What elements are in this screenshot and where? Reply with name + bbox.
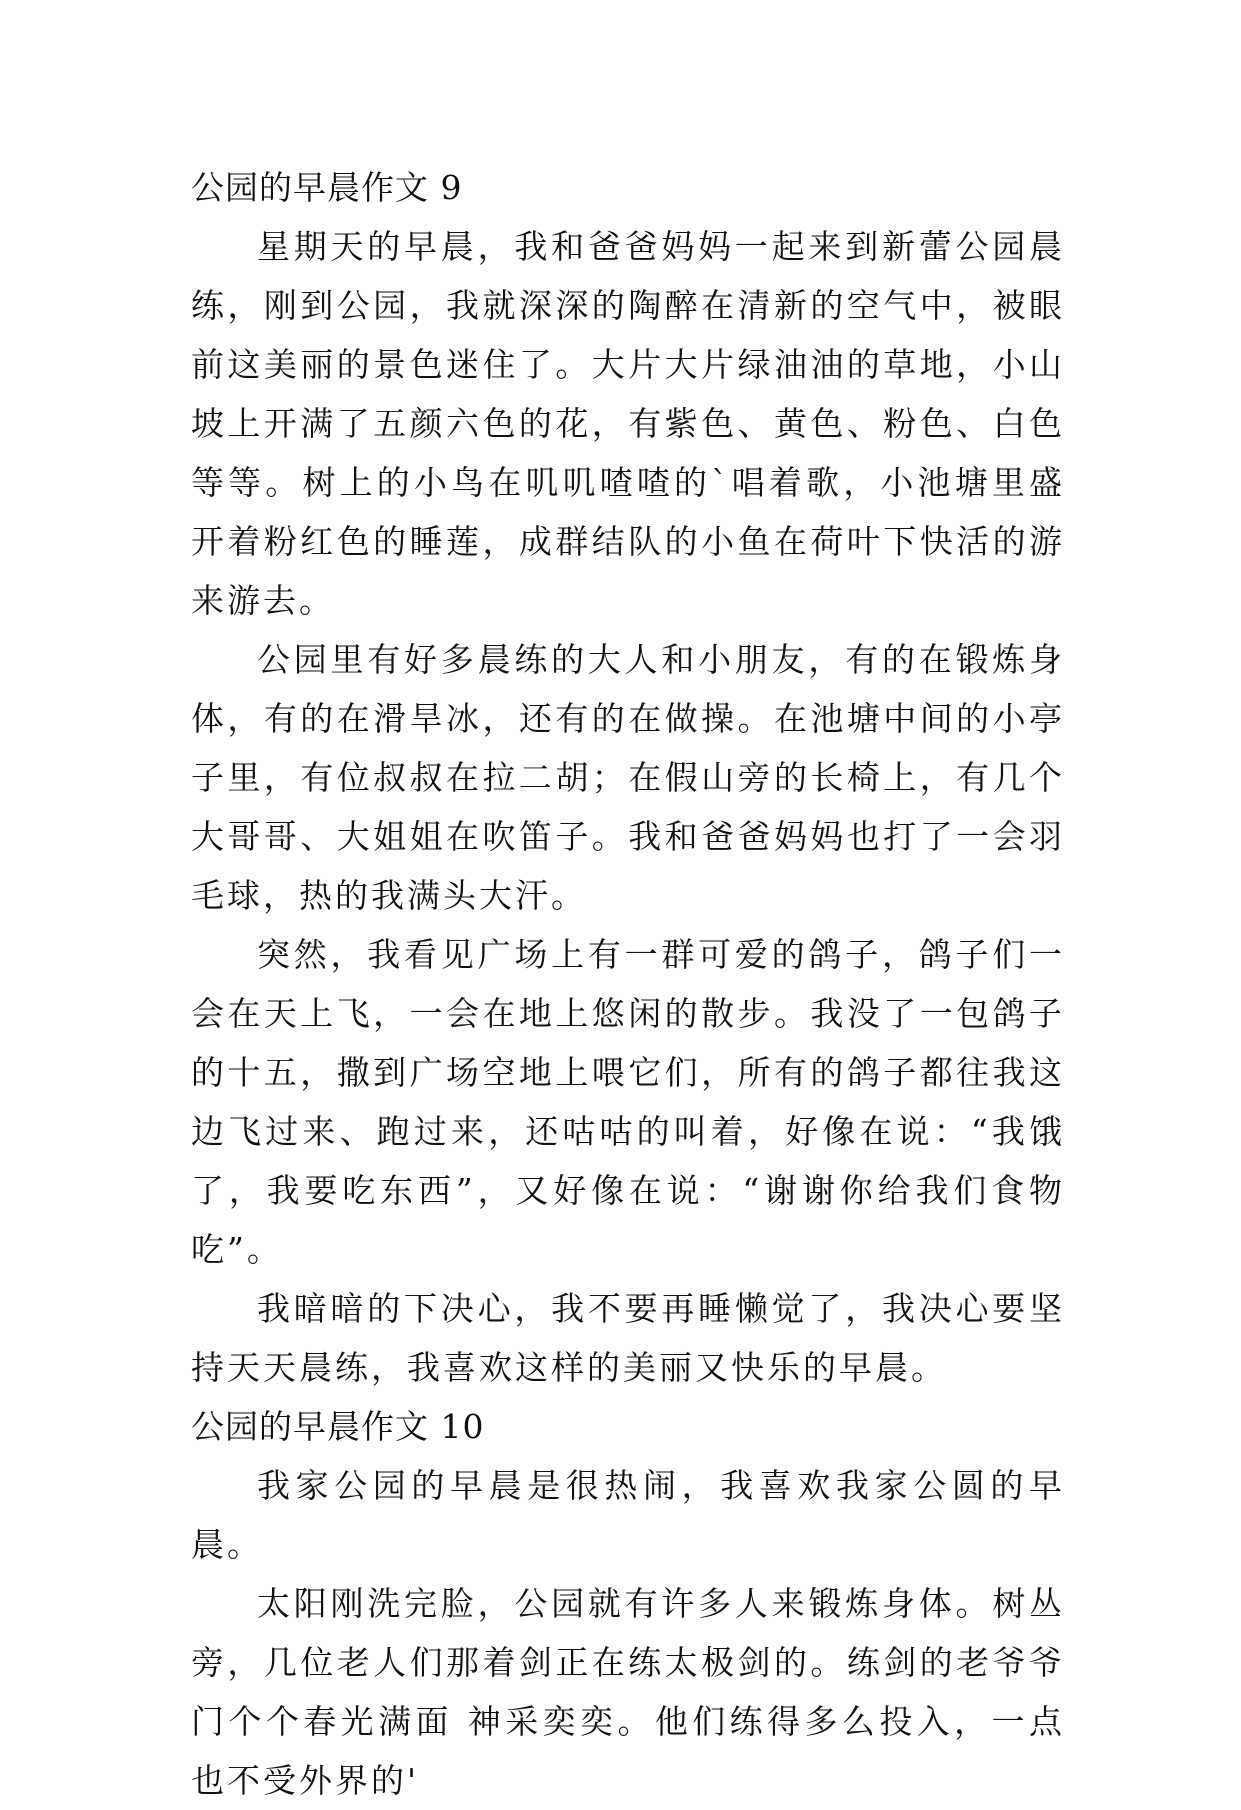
document-body	[191, 158, 1065, 1810]
essay-9-title: 公园的早晨作文 9	[191, 168, 463, 207]
essay-10-paragraph-1: 我家公园的早晨是很热闹，我喜欢我家公圆的早晨。	[191, 1466, 1065, 1564]
essay-9-paragraph-4: 我暗暗的下决心，我不要再睡懒觉了，我决心要坚持天天晨练，我喜欢这样的美丽又快乐的早晨。	[191, 1289, 1065, 1387]
essay-10-title: 公园的早晨作文 10	[191, 1407, 485, 1446]
essay-10-paragraph-2: 太阳刚洗完脸，公园就有许多人来锻炼身体。树丛旁，几位老人们那着剑正在练太极剑的。练剑的老爷爷门个个春光满面 神采奕奕。他们练得多么投入，一点也不受外界的'	[191, 1584, 1065, 1800]
essay-9-paragraph-1: 星期天的早晨，我和爸爸妈妈一起来到新蕾公园晨练，刚到公园，我就深深的陶醉在清新的空气中，被眼前这美丽的景色迷住了。大片大片绿油油的草地，小山坡上开满了五颜六色的花，有紫色、黄色、粉色、白色等等。树上的小鸟在叽叽喳喳的`唱着歌，小池塘里盛开着粉红色的睡莲，成群结队的小鱼在荷叶下快活的游来游去。	[191, 227, 1065, 620]
essay-9-paragraph-3: 突然，我看见广场上有一群可爱的鸽子，鸽子们一会在天上飞，一会在地上悠闲的散步。我没了一包鸽子的十五，撒到广场空地上喂它们，所有的鸽子都往我这边飞过来、跑过来，还咕咕的叫着，好像在说：“我饿了，我要吃东西”，又好像在说：“谢谢你给我们食物吃”。	[191, 935, 1065, 1269]
essay-9-paragraph-2: 公园里有好多晨练的大人和小朋友，有的在锻炼身体，有的在滑旱冰，还有的在做操。在池塘中间的小亭子里，有位叔叔在拉二胡；在假山旁的长椅上，有几个大哥哥、大姐姐在吹笛子。我和爸爸妈妈也打了一会羽毛球，热的我满头大汗。	[191, 640, 1065, 915]
